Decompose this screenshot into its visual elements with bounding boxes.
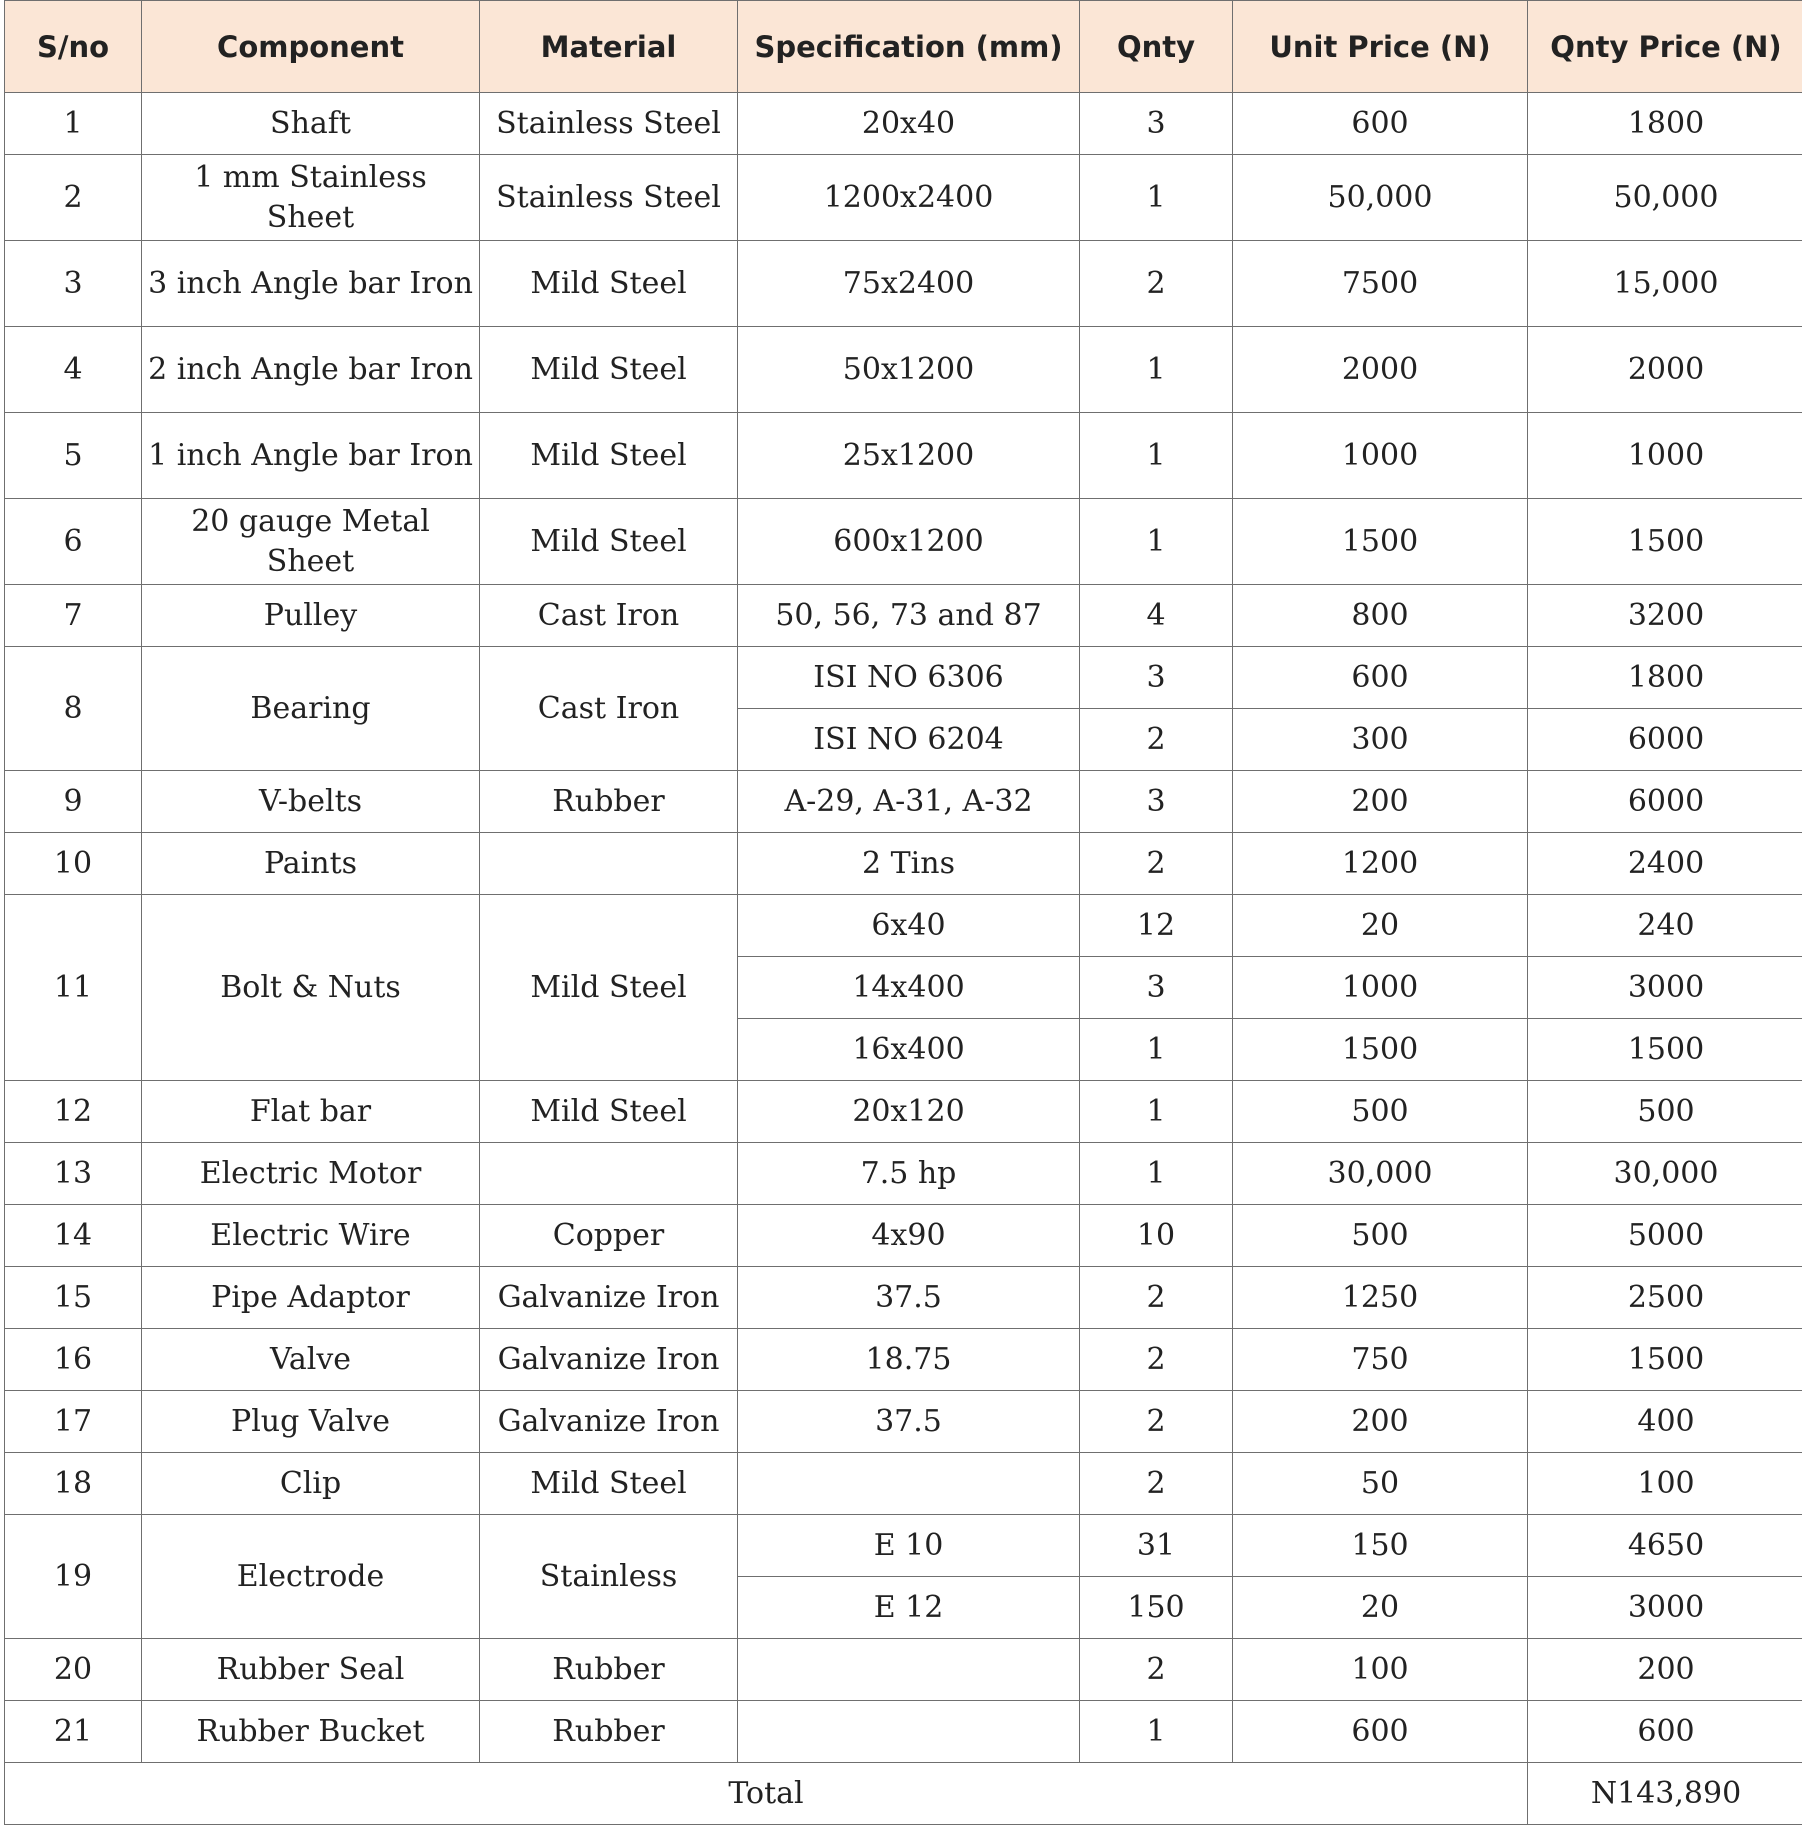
bill-of-materials-table [4,0,1802,1825]
table-row [5,1391,1802,1453]
cell-specification: 14x400 [738,957,1080,1019]
cell-sno: 7 [5,585,142,647]
cell-qnty-price: 3200 [1528,585,1802,647]
table-row [5,1205,1802,1267]
cell-unit-price: 50,000 [1233,155,1528,241]
table-row [5,1453,1802,1515]
cell-specification: ISI NO 6204 [738,709,1080,771]
cell-material: Mild Steel [480,499,738,585]
cell-unit-price: 150 [1233,1515,1528,1577]
table-row [5,1701,1802,1763]
cell-sno: 9 [5,771,142,833]
cell-specification: ISI NO 6306 [738,647,1080,709]
table-row [5,1081,1802,1143]
cell-qnty: 2 [1080,1391,1233,1453]
cell-component: 1 mm Stainless Sheet [142,155,480,241]
cell-qnty: 1 [1080,499,1233,585]
cell-material: Rubber [480,1701,738,1763]
cell-component: 3 inch Angle bar Iron [142,241,480,327]
cell-specification: 75x2400 [738,241,1080,327]
cell-qnty-price: 500 [1528,1081,1802,1143]
table-row [5,585,1802,647]
cell-sno: 13 [5,1143,142,1205]
cell-material: Mild Steel [480,413,738,499]
cell-material: Galvanize Iron [480,1391,738,1453]
cell-specification: 2 Tins [738,833,1080,895]
cell-component: V-belts [142,771,480,833]
cell-sno: 10 [5,833,142,895]
cell-unit-price: 1200 [1233,833,1528,895]
cell-unit-price: 300 [1233,709,1528,771]
cell-qnty: 2 [1080,1453,1233,1515]
cell-qnty-price: 1000 [1528,413,1802,499]
cell-specification: E 10 [738,1515,1080,1577]
header-unit-price: Unit Price (N) [1233,1,1528,93]
table-row [5,327,1802,413]
cell-qnty-price: 1800 [1528,93,1802,155]
cell-unit-price: 30,000 [1233,1143,1528,1205]
cell-unit-price: 7500 [1233,241,1528,327]
cell-material: Galvanize Iron [480,1329,738,1391]
cell-specification: 20x40 [738,93,1080,155]
cell-qnty-price: 2000 [1528,327,1802,413]
cell-component: Electric Wire [142,1205,480,1267]
cell-material: Stainless [480,1515,738,1639]
cell-sno: 18 [5,1453,142,1515]
cell-component: Electrode [142,1515,480,1639]
cell-unit-price: 500 [1233,1081,1528,1143]
cell-qnty: 2 [1080,1639,1233,1701]
header-qnty: Qnty [1080,1,1233,93]
total-row [5,1763,1802,1825]
cell-specification: 37.5 [738,1391,1080,1453]
cell-unit-price: 1250 [1233,1267,1528,1329]
cell-unit-price: 500 [1233,1205,1528,1267]
table-footer [5,1763,1802,1825]
cell-qnty: 2 [1080,1329,1233,1391]
cell-qnty-price: 100 [1528,1453,1802,1515]
cell-specification: 4x90 [738,1205,1080,1267]
cell-material: Stainless Steel [480,155,738,241]
cell-component: Plug Valve [142,1391,480,1453]
cell-unit-price: 600 [1233,647,1528,709]
cell-qnty-price: 200 [1528,1639,1802,1701]
cell-qnty-price: 6000 [1528,709,1802,771]
cell-material: Mild Steel [480,1453,738,1515]
cell-specification: 7.5 hp [738,1143,1080,1205]
total-value: N143,890 [1528,1763,1802,1825]
cell-qnty-price: 600 [1528,1701,1802,1763]
table-header [5,1,1802,93]
cell-material: Rubber [480,771,738,833]
table-row [5,833,1802,895]
cell-qnty: 150 [1080,1577,1233,1639]
cell-component: Pipe Adaptor [142,1267,480,1329]
cell-qnty: 12 [1080,895,1233,957]
total-label: Total [5,1763,1528,1825]
cell-material: Copper [480,1205,738,1267]
cell-specification: 16x400 [738,1019,1080,1081]
cell-qnty: 2 [1080,709,1233,771]
cell-unit-price: 750 [1233,1329,1528,1391]
cell-sno: 3 [5,241,142,327]
cell-component: Bolt & Nuts [142,895,480,1081]
cell-sno: 14 [5,1205,142,1267]
table-row [5,499,1802,585]
cell-sno: 1 [5,93,142,155]
header-qnty-price: Qnty Price (N) [1528,1,1802,93]
cell-unit-price: 200 [1233,771,1528,833]
cell-component: Paints [142,833,480,895]
cell-component: Valve [142,1329,480,1391]
cell-specification: E 12 [738,1577,1080,1639]
cell-qnty: 2 [1080,241,1233,327]
cell-specification [738,1453,1080,1515]
table-row [5,1639,1802,1701]
cell-component: 20 gauge Metal Sheet [142,499,480,585]
cell-qnty: 2 [1080,833,1233,895]
cell-qnty-price: 50,000 [1528,155,1802,241]
cell-sno: 21 [5,1701,142,1763]
cell-material: Mild Steel [480,895,738,1081]
table-row [5,155,1802,241]
cell-unit-price: 800 [1233,585,1528,647]
cell-specification: 50x1200 [738,327,1080,413]
cell-sno: 12 [5,1081,142,1143]
cell-qnty-price: 3000 [1528,957,1802,1019]
cell-qnty-price: 2500 [1528,1267,1802,1329]
cell-qnty-price: 2400 [1528,833,1802,895]
cell-qnty-price: 4650 [1528,1515,1802,1577]
cell-specification [738,1639,1080,1701]
cell-sno: 20 [5,1639,142,1701]
cell-unit-price: 2000 [1233,327,1528,413]
cell-unit-price: 20 [1233,895,1528,957]
cell-unit-price: 1000 [1233,957,1528,1019]
cell-qnty: 2 [1080,1267,1233,1329]
table-row [5,93,1802,155]
cell-specification: 25x1200 [738,413,1080,499]
cell-qnty: 1 [1080,327,1233,413]
cell-qnty-price: 3000 [1528,1577,1802,1639]
table-body [5,93,1802,1763]
header-material: Material [480,1,738,93]
cell-sno: 17 [5,1391,142,1453]
cell-material: Mild Steel [480,327,738,413]
cell-sno: 5 [5,413,142,499]
cell-qnty-price: 15,000 [1528,241,1802,327]
cell-component: Shaft [142,93,480,155]
cell-unit-price: 50 [1233,1453,1528,1515]
cell-sno: 2 [5,155,142,241]
cell-sno: 16 [5,1329,142,1391]
cell-qnty: 1 [1080,155,1233,241]
cell-specification: 18.75 [738,1329,1080,1391]
cell-material: Rubber [480,1639,738,1701]
header-component: Component [142,1,480,93]
table-row [5,1515,1802,1577]
table-row [5,1329,1802,1391]
cell-specification: 20x120 [738,1081,1080,1143]
cell-material: Mild Steel [480,241,738,327]
cell-qnty: 4 [1080,585,1233,647]
cell-material: Cast Iron [480,647,738,771]
cell-component: Rubber Seal [142,1639,480,1701]
cell-specification: A-29, A-31, A-32 [738,771,1080,833]
cell-sno: 15 [5,1267,142,1329]
cell-qnty-price: 1500 [1528,1019,1802,1081]
cell-material [480,833,738,895]
cell-unit-price: 600 [1233,93,1528,155]
cell-qnty: 1 [1080,1081,1233,1143]
cell-material: Stainless Steel [480,93,738,155]
cell-component: Bearing [142,647,480,771]
header-specification: Specification (mm) [738,1,1080,93]
cell-qnty: 10 [1080,1205,1233,1267]
cell-unit-price: 200 [1233,1391,1528,1453]
cell-component: 2 inch Angle bar Iron [142,327,480,413]
cell-component: Rubber Bucket [142,1701,480,1763]
cell-qnty: 3 [1080,957,1233,1019]
cell-qnty: 31 [1080,1515,1233,1577]
cell-qnty-price: 400 [1528,1391,1802,1453]
cell-component: Electric Motor [142,1143,480,1205]
cell-unit-price: 100 [1233,1639,1528,1701]
cell-qnty: 1 [1080,1701,1233,1763]
cell-specification [738,1701,1080,1763]
cell-specification: 6x40 [738,895,1080,957]
cell-qnty-price: 6000 [1528,771,1802,833]
cell-unit-price: 1500 [1233,499,1528,585]
cell-material: Cast Iron [480,585,738,647]
cell-qnty-price: 5000 [1528,1205,1802,1267]
table-row [5,771,1802,833]
cell-sno: 8 [5,647,142,771]
table-row [5,413,1802,499]
table-row [5,895,1802,957]
cell-sno: 11 [5,895,142,1081]
cell-unit-price: 20 [1233,1577,1528,1639]
cell-component: Clip [142,1453,480,1515]
cell-qnty: 3 [1080,771,1233,833]
cell-material [480,1143,738,1205]
table-row [5,647,1802,709]
header-sno: S/no [5,1,142,93]
cell-material: Galvanize Iron [480,1267,738,1329]
cell-sno: 19 [5,1515,142,1639]
cell-material: Mild Steel [480,1081,738,1143]
cell-specification: 1200x2400 [738,155,1080,241]
cell-specification: 50, 56, 73 and 87 [738,585,1080,647]
cell-qnty-price: 240 [1528,895,1802,957]
cell-qnty-price: 1800 [1528,647,1802,709]
cell-unit-price: 600 [1233,1701,1528,1763]
cell-sno: 6 [5,499,142,585]
cell-qnty-price: 30,000 [1528,1143,1802,1205]
cell-qnty-price: 1500 [1528,1329,1802,1391]
cell-qnty: 1 [1080,413,1233,499]
cell-unit-price: 1500 [1233,1019,1528,1081]
cell-qnty: 1 [1080,1019,1233,1081]
table-row [5,241,1802,327]
cell-qnty: 1 [1080,1143,1233,1205]
cell-component: Flat bar [142,1081,480,1143]
cell-specification: 600x1200 [738,499,1080,585]
cell-component: 1 inch Angle bar Iron [142,413,480,499]
cell-component: Pulley [142,585,480,647]
cell-unit-price: 1000 [1233,413,1528,499]
header-row [5,1,1802,93]
cell-specification: 37.5 [738,1267,1080,1329]
cell-qnty-price: 1500 [1528,499,1802,585]
table-row [5,1267,1802,1329]
cell-sno: 4 [5,327,142,413]
cell-qnty: 3 [1080,93,1233,155]
cell-qnty: 3 [1080,647,1233,709]
table-row [5,1143,1802,1205]
